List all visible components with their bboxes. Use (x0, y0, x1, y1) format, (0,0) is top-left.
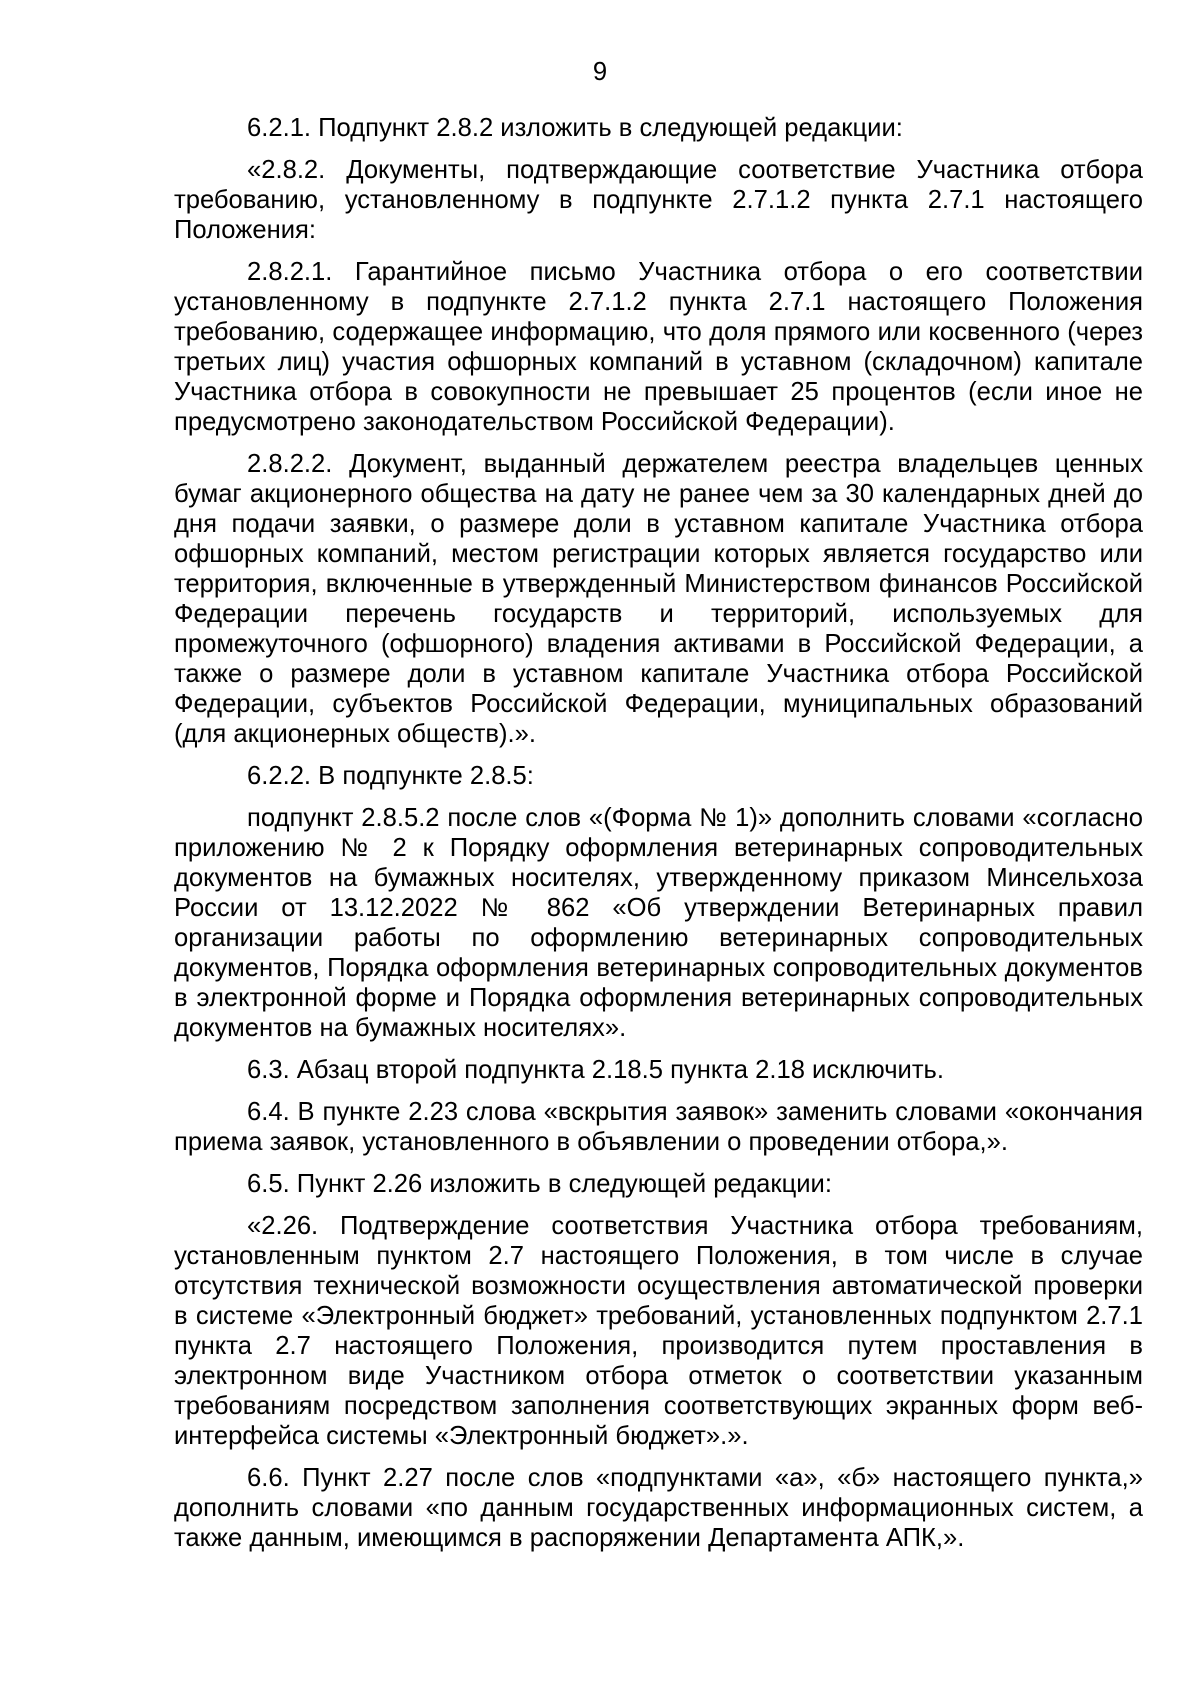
paragraph-6-3: 6.3. Абзац второй подпункта 2.18.5 пункта 2.18 исключить. (247, 1056, 944, 1084)
page-number: 9 (592, 58, 608, 86)
paragraph-2-8-2-1: 2.8.2.1. Гарантийное письмо Участника отбора о его соответствии установленному в подпункте 2.7.1.2 пункта 2.7.1 настоящего Положения требованию, содержащее информацию, что доля прямого или косвенного (через третьих лиц) участия офшорных компаний в уставном (складочном) капитале Участника отбора в совокупности не превышает 25 процентов (если иное не предусмотрено законодательством Российской Федерации). (174, 258, 1143, 436)
paragraph-2-8-5-2: подпункт 2.8.5.2 после слов «(Форма № 1)» дополнить словами «согласно приложению № 2 к Порядку оформления ветеринарных сопроводительных документов на бумажных носителях, утвержденному приказом Минсельхоза России от 13.12.2022 № 862 «Об утверждении Ветеринарных правил организации работы по оформлению ветеринарных сопроводительных документов, Порядка оформления ветеринарных сопроводительных документов в электронной форме и Порядка оформления ветеринарных сопроводительных документов на бумажных носителях». (174, 804, 1143, 1042)
paragraph-6-4: 6.4. В пункте 2.23 слова «вскрытия заявок» заменить словами «окончания приема заявок, установленного в объявлении о проведении отбора,». (174, 1098, 1143, 1156)
paragraph-6-2-1: 6.2.1. Подпункт 2.8.2 изложить в следующей редакции: (247, 114, 903, 142)
paragraph-2-26: «2.26. Подтверждение соответствия Участника отбора требованиям, установленным пунктом 2.7 настоящего Положения, в том числе в случае отсутствия технической возможности осуществления автоматической проверки в системе «Электронный бюджет» требований, установленных подпунктом 2.7.1 пункта 2.7 настоящего Положения, производится путем проставления в электронном виде Участником отбора отметок о соответствии указанным требованиям посредством заполнения соответствующих экранных форм веб-интерфейса системы «Электронный бюджет».». (174, 1212, 1143, 1450)
paragraph-6-2-2: 6.2.2. В подпункте 2.8.5: (247, 762, 534, 790)
paragraph-6-5: 6.5. Пункт 2.26 изложить в следующей редакции: (247, 1170, 832, 1198)
document-body (174, 113, 1143, 1565)
paragraph-2-8-2: «2.8.2. Документы, подтверждающие соответствие Участника отбора требованию, установленному в подпункте 2.7.1.2 пункта 2.7.1 настоящего Положения: (174, 156, 1143, 244)
paragraph-2-8-2-2: 2.8.2.2. Документ, выданный держателем реестра владельцев ценных бумаг акционерного общества на дату не ранее чем за 30 календарных дней до дня подачи заявки, о размере доли в уставном капитале Участника отбора офшорных компаний, местом регистрации которых является государство или территория, включенные в утвержденный Министерством финансов Российской Федерации перечень государств и территорий, используемых для промежуточного (офшорного) владения активами в Российской Федерации, а также о размере доли в уставном капитале Участника отбора Российской Федерации, субъектов Российской Федерации, муниципальных образований (для акционерных обществ).». (174, 450, 1143, 748)
paragraph-6-6: 6.6. Пункт 2.27 после слов «подпунктами «а», «б» настоящего пункта,» дополнить словами «по данным государственных информационных систем, а также данным, имеющимся в распоряжении Департамента АПК,». (174, 1464, 1143, 1552)
